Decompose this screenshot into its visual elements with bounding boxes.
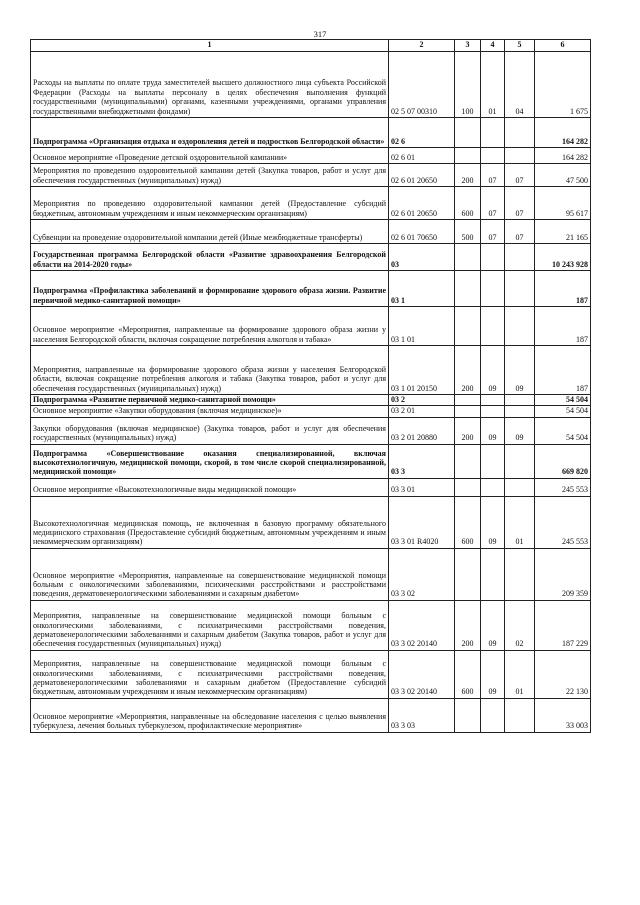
column-header: 3 (455, 40, 481, 52)
row-name-cell: Закупки оборудования (включая медицинское) (Закупка товаров, работ и услуг для обеспечения государственных (муниципальных) нужд) (31, 417, 389, 444)
row-expense-type-cell (455, 244, 481, 271)
row-expense-type-cell: 200 (455, 346, 481, 395)
table-row (31, 417, 591, 444)
row-amount-cell: 245 553 (535, 478, 591, 496)
row-subsection-cell (505, 548, 535, 600)
row-code-cell: 02 6 (389, 118, 455, 148)
row-amount-cell: 669 820 (535, 444, 591, 478)
row-name-cell: Расходы на выплаты по оплате труда заместителей высшего должностного лица субъекта Российской Федерации (Расходы на выплаты персоналу в целях обеспечения выполнения функций государственными (муниципальными) органами, казенными учреждениями, органами управления государственными внебюджетными фондами) (31, 52, 389, 118)
row-code-cell: 03 3 02 (389, 548, 455, 600)
row-section-cell: 07 (481, 187, 505, 220)
row-section-cell: 09 (481, 346, 505, 395)
table-row (31, 164, 591, 187)
row-amount-cell: 1 675 (535, 52, 591, 118)
row-amount-cell: 187 229 (535, 600, 591, 650)
table-row (31, 148, 591, 164)
row-subsection-cell (505, 307, 535, 346)
row-section-cell: 09 (481, 650, 505, 698)
page-number: 317 (313, 29, 327, 39)
table-row (31, 496, 591, 548)
row-name-cell: Мероприятия, направленные на формирование здорового образа жизни у населения Белгородской области, включая сокращение потребления алкоголя и табака (Закупка товаров, работ и услуг для обеспечения государственных (муниципальных) нужд) (31, 346, 389, 395)
row-expense-type-cell (455, 148, 481, 164)
row-subsection-cell (505, 478, 535, 496)
row-name-cell: Основное мероприятие «Закупки оборудования (включая медицинское)» (31, 406, 389, 417)
row-expense-type-cell: 600 (455, 496, 481, 548)
column-header: 5 (505, 40, 535, 52)
row-subsection-cell (505, 444, 535, 478)
row-expense-type-cell (455, 406, 481, 417)
table-row (31, 698, 591, 732)
row-section-cell: 01 (481, 52, 505, 118)
row-expense-type-cell (455, 444, 481, 478)
row-code-cell: 03 (389, 244, 455, 271)
column-header: 6 (535, 40, 591, 52)
row-subsection-cell: 07 (505, 187, 535, 220)
table-row (31, 52, 591, 118)
row-amount-cell: 21 165 (535, 220, 591, 244)
row-expense-type-cell (455, 395, 481, 406)
row-code-cell: 02 6 01 (389, 148, 455, 164)
row-code-cell: 03 3 01 R4020 (389, 496, 455, 548)
row-expense-type-cell (455, 478, 481, 496)
row-amount-cell: 95 617 (535, 187, 591, 220)
row-section-cell (481, 444, 505, 478)
row-section-cell (481, 271, 505, 307)
row-name-cell: Подпрограмма «Совершенствование оказания специализированной, включая высокотехнологичную, медицинской помощи, скорой, в том числе скорой специализированной, медицинской помощи» (31, 444, 389, 478)
row-expense-type-cell (455, 698, 481, 732)
row-section-cell (481, 406, 505, 417)
row-subsection-cell: 07 (505, 164, 535, 187)
row-expense-type-cell (455, 271, 481, 307)
row-subsection-cell (505, 244, 535, 271)
row-code-cell: 03 2 01 (389, 406, 455, 417)
table-row (31, 478, 591, 496)
row-section-cell: 09 (481, 496, 505, 548)
row-code-cell: 03 3 02 20140 (389, 650, 455, 698)
row-amount-cell: 54 504 (535, 406, 591, 417)
row-expense-type-cell: 200 (455, 417, 481, 444)
table-row (31, 118, 591, 148)
row-expense-type-cell (455, 307, 481, 346)
row-section-cell: 09 (481, 600, 505, 650)
row-subsection-cell: 02 (505, 600, 535, 650)
row-section-cell: 09 (481, 417, 505, 444)
row-amount-cell: 164 282 (535, 118, 591, 148)
row-code-cell: 03 1 (389, 271, 455, 307)
table-header-row (31, 40, 591, 52)
table-row (31, 271, 591, 307)
row-code-cell: 02 6 01 20650 (389, 164, 455, 187)
table-row (31, 307, 591, 346)
row-section-cell (481, 548, 505, 600)
row-section-cell: 07 (481, 220, 505, 244)
row-name-cell: Субвенции на проведение оздоровительной компании детей (Иные межбюджетные трансферты) (31, 220, 389, 244)
row-code-cell: 03 3 02 20140 (389, 600, 455, 650)
row-amount-cell: 187 (535, 346, 591, 395)
row-subsection-cell: 04 (505, 52, 535, 118)
row-amount-cell: 187 (535, 307, 591, 346)
table-row (31, 244, 591, 271)
row-subsection-cell: 09 (505, 346, 535, 395)
row-subsection-cell (505, 271, 535, 307)
column-header: 1 (31, 40, 389, 52)
row-section-cell (481, 698, 505, 732)
row-expense-type-cell: 200 (455, 600, 481, 650)
row-code-cell: 02 6 01 20650 (389, 187, 455, 220)
row-expense-type-cell: 600 (455, 187, 481, 220)
row-name-cell: Высокотехнологичная медицинская помощь, не включенная в базовую программу обязательного медицинского страхования (Предоставление субсидий бюджетным, автономным учреждениям и иным некоммерческим организациям) (31, 496, 389, 548)
row-subsection-cell (505, 118, 535, 148)
row-amount-cell: 47 500 (535, 164, 591, 187)
row-amount-cell: 33 003 (535, 698, 591, 732)
table-row (31, 600, 591, 650)
row-subsection-cell: 09 (505, 417, 535, 444)
row-amount-cell: 245 553 (535, 496, 591, 548)
row-name-cell: Государственная программа Белгородской области «Развитие здравоохранения Белгородской области на 2014-2020 годы» (31, 244, 389, 271)
budget-table (30, 39, 591, 733)
row-section-cell (481, 478, 505, 496)
row-name-cell: Основное мероприятие «Высокотехнологичные виды медицинской помощи» (31, 478, 389, 496)
row-name-cell: Подпрограмма «Развитие первичной медико-санитарной помощи» (31, 395, 389, 406)
row-name-cell: Мероприятия, направленные на совершенствование медицинской помощи больным с онкологическими заболеваниями, с психиатрическими расстройствами поведения, дерматовенерологическими заболеваниями и сахарным диабетом (Закупка товаров, работ и услуг для обеспечения государственных (муниципальных) нужд) (31, 600, 389, 650)
row-expense-type-cell: 500 (455, 220, 481, 244)
row-code-cell: 03 2 01 20880 (389, 417, 455, 444)
row-name-cell: Мероприятия по проведению оздоровительной кампании детей (Предоставление субсидий бюджетным, автономным учреждениям и иным некоммерческим организациям) (31, 187, 389, 220)
table-row (31, 395, 591, 406)
row-amount-cell: 22 130 (535, 650, 591, 698)
row-section-cell (481, 395, 505, 406)
row-name-cell: Мероприятия по проведению оздоровительной кампании детей (Закупка товаров, работ и услуг для обеспечения государственных (муниципальных) нужд) (31, 164, 389, 187)
table-row (31, 406, 591, 417)
row-code-cell: 02 5 07 00310 (389, 52, 455, 118)
row-code-cell: 03 1 01 (389, 307, 455, 346)
row-subsection-cell (505, 395, 535, 406)
row-code-cell: 03 1 01 20150 (389, 346, 455, 395)
row-amount-cell: 54 504 (535, 395, 591, 406)
row-name-cell: Подпрограмма «Профилактика заболеваний и формирование здорового образа жизни. Развитие первичной медико-санитарной помощи» (31, 271, 389, 307)
row-name-cell: Основное мероприятие «Мероприятия, направленные на обследование населения с целью выявления туберкулеза, лечения больных туберкулезом, профилактические мероприятия» (31, 698, 389, 732)
row-subsection-cell: 01 (505, 650, 535, 698)
table-row (31, 346, 591, 395)
row-code-cell: 03 3 (389, 444, 455, 478)
column-header: 4 (481, 40, 505, 52)
row-name-cell: Основное мероприятие «Проведение детской оздоровительной кампании» (31, 148, 389, 164)
row-section-cell (481, 118, 505, 148)
row-expense-type-cell (455, 548, 481, 600)
row-code-cell: 03 3 03 (389, 698, 455, 732)
row-amount-cell: 187 (535, 271, 591, 307)
row-section-cell (481, 244, 505, 271)
row-amount-cell: 164 282 (535, 148, 591, 164)
row-subsection-cell (505, 406, 535, 417)
row-subsection-cell (505, 698, 535, 732)
row-amount-cell: 54 504 (535, 417, 591, 444)
table-row (31, 220, 591, 244)
row-name-cell: Основное мероприятие «Мероприятия, направленные на формирование здорового образа жизни у населения Белгородской области, включая сокращение потребления алкоголя и табака» (31, 307, 389, 346)
row-subsection-cell: 01 (505, 496, 535, 548)
row-name-cell: Подпрограмма «Организация отдыха и оздоровления детей и подростков Белгородской области» (31, 118, 389, 148)
table-row (31, 187, 591, 220)
row-section-cell: 07 (481, 164, 505, 187)
row-subsection-cell (505, 148, 535, 164)
row-name-cell: Мероприятия, направленные на совершенствование медицинской помощи больным с онкологическими заболеваниями, с психиатрическими расстройствами поведения, дерматовенерологическими заболеваниями и сахарным диабетом (Предоставление субсидий бюджетным, автономным учреждениям и иным некоммерческим организациям) (31, 650, 389, 698)
row-code-cell: 03 3 01 (389, 478, 455, 496)
row-expense-type-cell: 200 (455, 164, 481, 187)
table-row (31, 650, 591, 698)
table-row (31, 548, 591, 600)
row-section-cell (481, 148, 505, 164)
row-amount-cell: 10 243 928 (535, 244, 591, 271)
row-expense-type-cell: 100 (455, 52, 481, 118)
row-code-cell: 02 6 01 70650 (389, 220, 455, 244)
row-subsection-cell: 07 (505, 220, 535, 244)
row-code-cell: 03 2 (389, 395, 455, 406)
row-expense-type-cell: 600 (455, 650, 481, 698)
column-header: 2 (389, 40, 455, 52)
row-name-cell: Основное мероприятие «Мероприятия, направленные на совершенствование медицинской помощи больным с онкологическими заболеваниями, психическими расстройствами и расстройствами поведения, дерматовенерологическими заболеваниями и сахарным диабетом» (31, 548, 389, 600)
table-row (31, 444, 591, 478)
row-expense-type-cell (455, 118, 481, 148)
row-section-cell (481, 307, 505, 346)
row-amount-cell: 209 359 (535, 548, 591, 600)
